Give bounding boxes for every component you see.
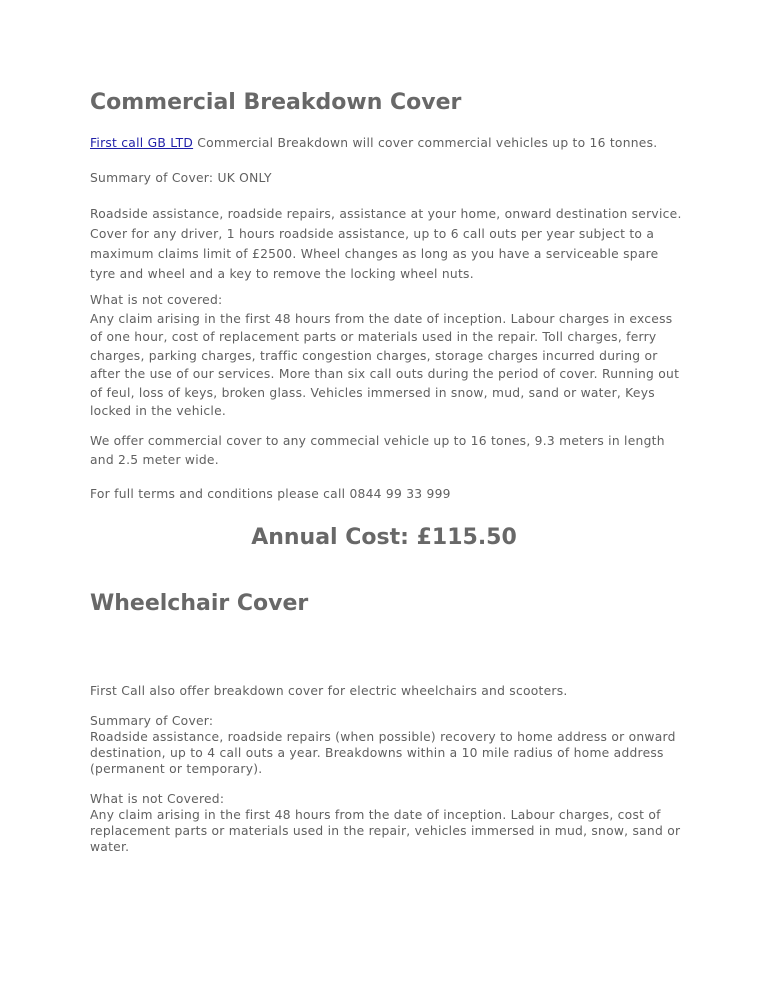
commercial-intro — [90, 134, 686, 152]
not-covered-line: What is not Covered: — [90, 792, 225, 806]
offer-line: and 2.5 meter wide. — [90, 453, 219, 467]
not-covered-line: Any claim arising in the first 48 hours from the date of inception. Labour charges, cost of — [90, 808, 661, 822]
wheelchair-summary — [90, 713, 686, 777]
wheelchair-intro: First Call also offer breakdown cover for electric wheelchairs and scooters. — [90, 684, 568, 698]
assistance-line: Roadside assistance, roadside repairs, assistance at your home, onward destination service. — [90, 207, 682, 221]
summary-line: Roadside assistance, roadside repairs (when possible) recovery to home address or onward — [90, 730, 676, 744]
commercial-offer — [90, 432, 686, 470]
not-covered-line: locked in the vehicle. — [90, 404, 227, 418]
commercial-intro-text: Commercial Breakdown will cover commercial vehicles up to 16 tonnes. — [193, 136, 658, 150]
not-covered-line: replacement parts or materials used in the repair, vehicles immersed in mud, snow, sand or — [90, 824, 681, 838]
wheelchair-not-covered — [90, 791, 686, 855]
annual-cost: Annual Cost: £115.50 — [251, 525, 517, 550]
not-covered-line: charges, parking charges, traffic congestion charges, storage charges incurred during or — [90, 348, 658, 363]
assistance-line: tyre and wheel and a key to remove the locking wheel nuts. — [90, 267, 474, 281]
wheelchair-title: Wheelchair Cover — [90, 591, 309, 616]
assistance-line: maximum claims limit of £2500. Wheel changes as long as you have a serviceable spare — [90, 247, 659, 261]
not-covered-line: water. — [90, 840, 130, 854]
summary-line: (permanent or temporary). — [90, 762, 263, 776]
company-link[interactable]: First call GB LTD — [90, 136, 194, 150]
commercial-assistance — [90, 204, 686, 284]
summary-line: destination, up to 4 call outs a year. Breakdowns within a 10 mile radius of home address — [90, 746, 664, 760]
commercial-not-covered — [90, 291, 686, 421]
not-covered-line: What is not covered: — [90, 293, 223, 307]
not-covered-line: of feul, loss of keys, broken glass. Vehicles immersed in snow, mud, sand or water, Keys — [90, 385, 655, 400]
summary-line: Summary of Cover: — [90, 714, 214, 728]
not-covered-line: after the use of our services. More than six call outs during the period of cover. Running out — [90, 367, 680, 381]
commercial-summary: Summary of Cover: UK ONLY — [90, 171, 272, 185]
commercial-title: Commercial Breakdown Cover — [90, 90, 462, 115]
commercial-terms: For full terms and conditions please call 0844 99 33 999 — [90, 487, 451, 501]
not-covered-line: Any claim arising in the first 48 hours from the date of inception. Labour charges in excess — [90, 311, 673, 326]
offer-line: We offer commercial cover to any commecial vehicle up to 16 tones, 9.3 meters in length — [90, 434, 665, 448]
assistance-line: Cover for any driver, 1 hours roadside assistance, up to 6 call outs per year subject to a — [90, 227, 655, 241]
not-covered-line: of one hour, cost of replacement parts or materials used in the repair. Toll charges, ferry — [90, 330, 657, 344]
